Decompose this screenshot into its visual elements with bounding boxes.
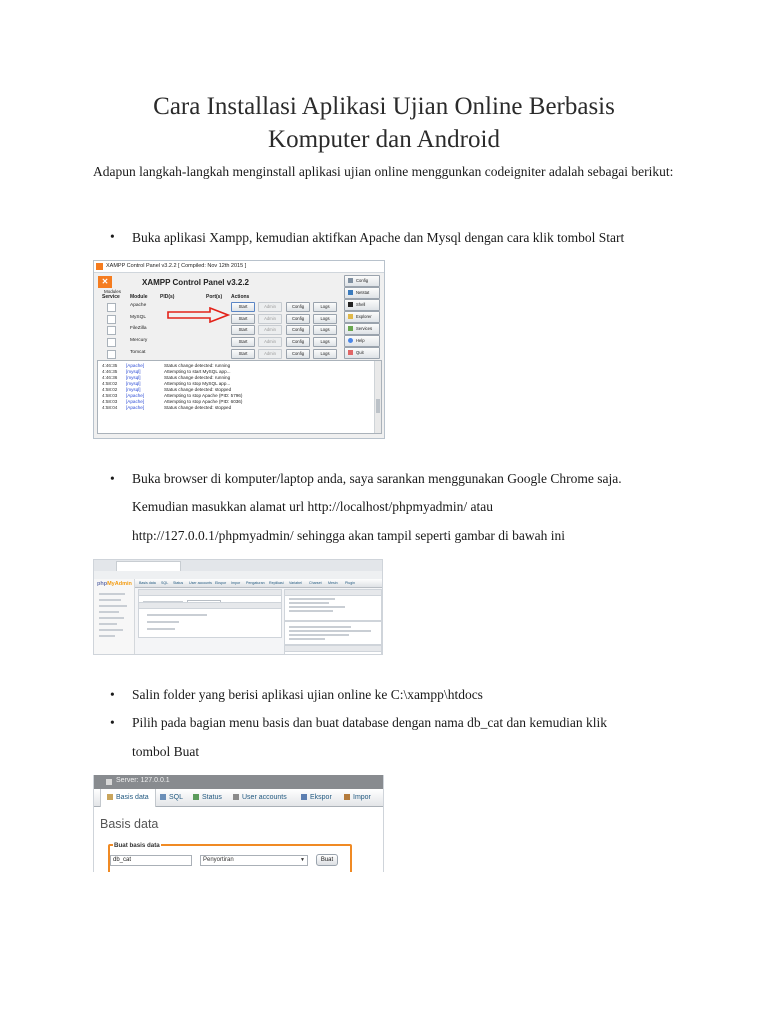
pma-navigation-panel — [94, 579, 135, 654]
log-line: 4:58:04 [Apache] Status change detected: stopped — [102, 405, 232, 410]
modules-label: Modules — [104, 289, 122, 294]
title-line-1: Cara Installasi Aplikasi Ujian Online Berbasis — [153, 93, 615, 120]
pma-main-tabs — [135, 579, 382, 588]
log-scrollbar[interactable] — [374, 361, 381, 433]
start-button-apache[interactable]: Start — [231, 302, 255, 312]
xampp-window-icon — [96, 263, 103, 270]
nav-item[interactable] — [99, 623, 117, 625]
server-icon — [106, 779, 112, 785]
step-2-text-line-2: Kemudian masukkan alamat url http://localhost/phpmyadmin/ atau — [132, 499, 494, 514]
nav-item[interactable] — [99, 593, 125, 595]
xampp-log-panel — [97, 360, 382, 434]
xampp-window-title: XAMPP Control Panel v3.2.2 [ Compiled: Nov 12th 2015 ] — [106, 263, 247, 269]
text-line — [147, 614, 207, 616]
tab-plugin[interactable]: Plugin — [345, 581, 355, 585]
service-checkbox[interactable] — [107, 303, 116, 312]
side-shell-button[interactable]: Shell — [344, 299, 380, 311]
service-checkbox[interactable] — [107, 315, 116, 324]
tab-pengaturan[interactable]: Pengaturan — [246, 581, 265, 585]
tab-impor[interactable]: Impor — [344, 789, 371, 806]
nav-item[interactable] — [99, 617, 124, 619]
create-button[interactable]: Buat — [316, 854, 338, 866]
server-breadcrumb — [94, 775, 383, 789]
wrench-icon — [348, 278, 353, 283]
tab-basis-data[interactable]: Basis data — [139, 581, 156, 585]
tab-impor[interactable]: Impor — [231, 581, 241, 585]
module-row-mercury — [94, 336, 344, 347]
tab-charset[interactable]: Charset — [309, 581, 322, 585]
folder-icon — [348, 314, 353, 319]
browser-tab[interactable] — [116, 561, 181, 571]
nav-item[interactable] — [99, 635, 115, 637]
tab-status[interactable]: Status — [193, 789, 222, 806]
box-header — [139, 603, 281, 609]
document-title — [60, 90, 708, 156]
step-1-text: Buka aplikasi Xampp, kemudian aktifkan Apache dan Mysql dengan cara klik tombol Start — [132, 230, 625, 245]
header-service: Service — [102, 294, 120, 300]
nav-item[interactable] — [99, 629, 123, 631]
service-checkbox[interactable] — [107, 338, 116, 347]
header-module: Module — [130, 294, 148, 300]
basis-data-heading: Basis data — [100, 817, 159, 831]
logs-button-mysql[interactable]: Logs — [313, 314, 337, 324]
header-port: Port(s) — [206, 294, 223, 300]
log-line: 4:46:36 [mysql] Status change detected: running — [102, 375, 231, 380]
sql-icon — [160, 794, 166, 800]
text-line — [289, 634, 349, 636]
text-line — [289, 606, 345, 608]
step-2-text-line-3: http://127.0.0.1/phpmyadmin/ sehingga akan tampil seperti gambar di bawah ini — [132, 528, 566, 543]
step-3-text: Salin folder yang berisi aplikasi ujian online ke C:\xampp\htdocs — [132, 687, 483, 702]
phpmyadmin-logo: phpMyAdmin — [97, 581, 132, 587]
start-button-filezilla[interactable]: Start — [231, 325, 255, 335]
web-server-box — [284, 621, 382, 645]
tab-sql[interactable]: SQL — [160, 789, 183, 806]
import-icon — [344, 794, 350, 800]
nav-item[interactable] — [99, 611, 119, 613]
database-name-input[interactable]: db_cat — [110, 855, 192, 866]
tab-basis-data[interactable]: Basis data — [100, 789, 156, 807]
step-4-text-line-1: Pilih pada bagian menu basis dan buat database dengan nama db_cat dan kemudian klik — [132, 715, 607, 730]
scrollbar-thumb[interactable] — [376, 399, 380, 413]
chevron-down-icon: ▼ — [300, 857, 305, 863]
side-help-button[interactable]: Help — [344, 335, 380, 347]
admin-button-mysql[interactable]: Admin — [258, 314, 282, 324]
server-label[interactable]: Server: 127.0.0.1 — [116, 777, 170, 784]
text-line — [289, 598, 335, 600]
bullet-1: • — [110, 229, 115, 244]
status-icon — [193, 794, 199, 800]
box-header — [139, 590, 281, 596]
side-config-button[interactable]: Config — [344, 275, 380, 287]
log-line: 4:46:35 [Apache] Status change detected: running — [102, 363, 231, 368]
text-line — [147, 621, 179, 623]
create-database-legend: Buat basis data — [114, 842, 160, 849]
tab-sql[interactable]: SQL — [161, 581, 169, 585]
side-quit-button[interactable]: Quit — [344, 347, 380, 359]
log-line: 4:58:03 [Apache] Attempting to stop Apache (PID: 5796) — [102, 393, 243, 398]
module-row-tomcat — [94, 348, 344, 359]
intro-paragraph: Adapun langkah-langkah menginstall aplikasi ujian online menggunkan codeigniter adalah sebagai berikut: — [93, 164, 674, 179]
text-line — [289, 638, 325, 640]
log-line: 4:46:35 [mysql] Attempting to start MySQL app... — [102, 369, 231, 374]
module-name: FileZilla — [130, 326, 147, 331]
config-button-apache[interactable]: Config — [286, 302, 310, 312]
config-button-filezilla[interactable]: Config — [286, 325, 310, 335]
start-button-mysql[interactable]: Start — [231, 314, 255, 324]
logs-button-filezilla[interactable]: Logs — [313, 325, 337, 335]
logs-button-tomcat[interactable]: Logs — [313, 349, 337, 359]
help-icon — [348, 338, 353, 343]
red-arrow-annotation — [166, 307, 230, 323]
quit-icon — [348, 350, 353, 355]
log-line: 4:58:02 [mysql] Attempting to stop MySQL app... — [102, 381, 231, 386]
tab-user-accounts[interactable]: User accounts — [189, 581, 212, 585]
module-name: Tomcat — [130, 350, 146, 355]
services-icon — [348, 326, 353, 331]
start-button-mercury[interactable]: Start — [231, 337, 255, 347]
side-services-button[interactable]: Services — [344, 323, 380, 335]
pma-tabs — [94, 789, 383, 807]
side-explorer-button[interactable]: Explorer — [344, 311, 380, 323]
phpmyadmin-info-box — [284, 645, 382, 655]
collation-select[interactable]: Penyortiran ▼ — [200, 855, 308, 866]
export-icon — [301, 794, 307, 800]
module-name: MySQL — [130, 315, 146, 320]
tab-variabel[interactable]: Variabel — [289, 581, 302, 585]
xampp-control-panel-screenshot — [93, 260, 385, 439]
log-line: 4:58:03 [Apache] Attempting to stop Apache (PID: 6036) — [102, 399, 243, 404]
module-name: Mercury — [130, 338, 148, 343]
service-checkbox[interactable] — [107, 350, 116, 359]
users-icon — [233, 794, 239, 800]
admin-button-tomcat[interactable]: Admin — [258, 349, 282, 359]
appearance-settings-box — [138, 602, 282, 638]
side-netstat-button[interactable]: Netstat — [344, 287, 380, 299]
text-line — [289, 626, 351, 628]
xampp-logo-icon: ✕ — [98, 276, 112, 288]
text-line — [289, 602, 329, 604]
tab-ekspor[interactable]: Ekspor — [215, 581, 227, 585]
title-line-2: Komputer dan Android — [268, 126, 500, 153]
tab-ekspor[interactable]: Ekspor — [301, 789, 332, 806]
admin-button-apache[interactable]: Admin — [258, 302, 282, 312]
bullet-3: • — [110, 687, 115, 702]
module-row-filezilla — [94, 324, 344, 335]
config-button-mercury[interactable]: Config — [286, 337, 310, 347]
terminal-icon — [348, 302, 353, 307]
text-line — [147, 628, 175, 630]
logs-button-apache[interactable]: Logs — [313, 302, 337, 312]
tab-mesin[interactable]: Mesin — [328, 581, 338, 585]
admin-button-mercury[interactable]: Admin — [258, 337, 282, 347]
tab-user-accounts[interactable]: User accounts — [233, 789, 287, 806]
text-line — [289, 610, 333, 612]
bullet-2: • — [110, 471, 115, 486]
step-2-text-line-1: Buka browser di komputer/laptop anda, saya sarankan menggunakan Google Chrome saja. — [132, 471, 622, 486]
xampp-window-titlebar — [94, 261, 384, 273]
xampp-panel-title: XAMPP Control Panel v3.2.2 — [142, 278, 249, 287]
text-line — [289, 630, 371, 632]
module-name: Apache — [130, 303, 147, 308]
admin-button-filezilla[interactable]: Admin — [258, 325, 282, 335]
log-line: 4:58:02 [mysql] Status change detected: stopped — [102, 387, 232, 392]
config-button-mysql[interactable]: Config — [286, 314, 310, 324]
nav-item[interactable] — [99, 605, 127, 607]
header-actions: Actions — [231, 294, 250, 300]
box-header — [285, 590, 381, 596]
phpmyadmin-screenshot — [93, 559, 383, 655]
bullet-4: • — [110, 715, 115, 730]
create-database-screenshot — [93, 775, 384, 872]
header-pid: PID(s) — [160, 294, 175, 300]
config-button-tomcat[interactable]: Config — [286, 349, 310, 359]
tab-status[interactable]: Status — [173, 581, 184, 585]
start-button-tomcat[interactable]: Start — [231, 349, 255, 359]
database-server-box — [284, 589, 382, 621]
network-icon — [348, 290, 353, 295]
nav-item[interactable] — [99, 599, 121, 601]
logs-button-mercury[interactable]: Logs — [313, 337, 337, 347]
service-checkbox[interactable] — [107, 326, 116, 335]
database-icon — [107, 794, 113, 800]
box-header — [285, 646, 381, 652]
step-4-text-line-2: tombol Buat — [132, 744, 200, 759]
tab-replikasi[interactable]: Replikasi — [269, 581, 284, 585]
